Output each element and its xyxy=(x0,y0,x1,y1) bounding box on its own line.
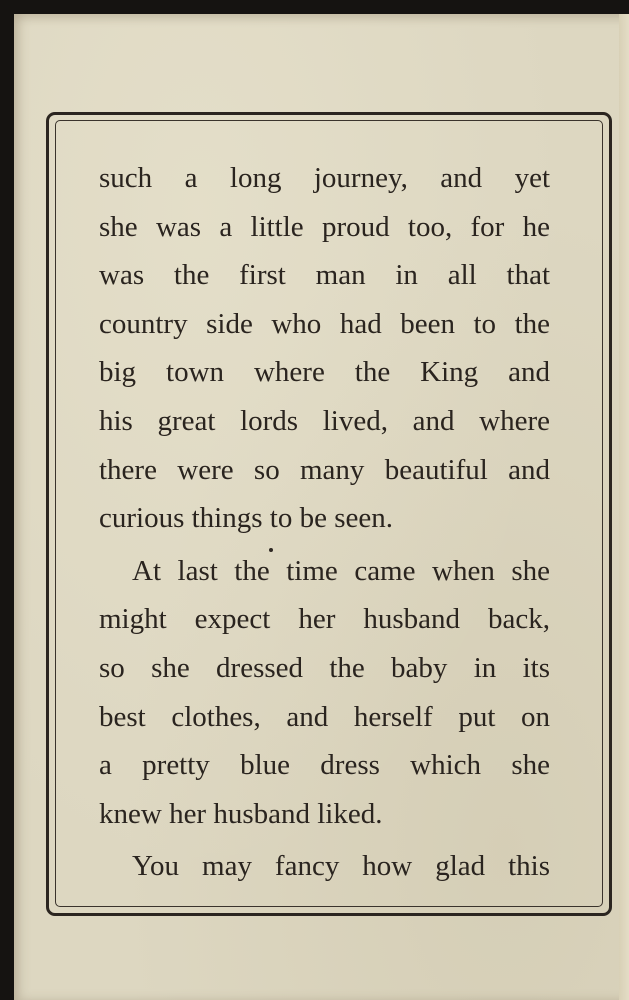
text-line: big town where the King and xyxy=(99,356,550,389)
text-line: You may fancy how glad this xyxy=(132,850,550,883)
paragraph-2 xyxy=(99,547,550,839)
text-line: she was a little proud too, for he xyxy=(99,210,550,243)
text-line: was the first man in all that xyxy=(99,259,550,292)
text-line: so she dressed the baby in its xyxy=(99,651,550,684)
text-line: At last the time came when she xyxy=(132,554,550,587)
text-line: country side who had been to the xyxy=(99,307,550,340)
text-line: a pretty blue dress which she xyxy=(99,749,550,782)
paragraph-1 xyxy=(99,154,550,543)
paragraph-3 xyxy=(99,842,550,891)
text-line: knew her husband liked. xyxy=(99,797,383,830)
page-edge xyxy=(619,14,629,1000)
text-line: curious things to be seen. xyxy=(99,502,393,535)
page-text xyxy=(99,154,550,891)
text-line: his great lords lived, and where xyxy=(99,404,550,437)
text-line: such a long journey, and yet xyxy=(99,162,550,194)
text-line: there were so many beautiful and xyxy=(99,453,550,486)
text-line: best clothes, and herself put on xyxy=(99,700,550,733)
text-line: might expect her husband back, xyxy=(99,603,550,636)
